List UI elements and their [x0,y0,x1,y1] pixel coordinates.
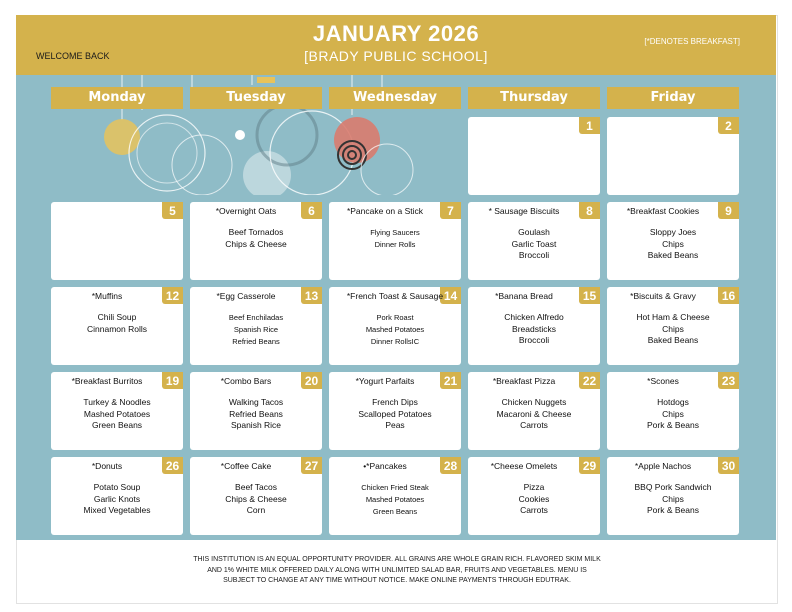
menu-item: Pork & Beans [647,420,699,430]
lunch-items [190,482,322,517]
menu-item: Beef Tornados [228,227,284,237]
date-number: 5 [162,202,183,219]
lunch-items [607,227,739,262]
menu-item: Chips [662,323,684,334]
day-cell-13 [190,287,322,365]
date-number: 27 [301,457,322,474]
menu-item: Flying Saucers [370,228,420,237]
menu-item: Mashed Potatoes [365,495,425,504]
menu-item: Green Beans [91,420,143,430]
day-cell-16 [607,287,739,365]
menu-item: Sloppy Joes [649,227,697,237]
menu-item: Garlic Toast [511,238,557,249]
menu-item: Chips [662,238,684,249]
menu-item: Pizza [523,482,545,492]
breakfast-item: * Sausage Biscuits [488,206,560,216]
page-title: JANUARY 2026 [312,21,480,46]
day-cell-23 [607,372,739,450]
menu-item: Scalloped Potatoes [358,408,432,419]
day-header-tuesday: Tuesday [190,87,322,109]
footer-line: THIS INSTITUTION IS AN EQUAL OPPORTUNITY PROVIDER. ALL GRAINS ARE WHOLE GRAIN RICH. FLAVORED SKIM MILK [193,556,601,563]
date-number: 1 [579,117,600,134]
lunch-items [51,482,183,517]
breakfast-item: *Donuts [91,461,123,471]
breakfast-item: *Yogurt Parfaits [355,376,415,386]
breakfast-item: *Combo Bars [220,376,272,386]
lunch-items [190,227,322,250]
day-cell-8 [468,202,600,280]
day-cell-19 [51,372,183,450]
day-cell-20 [190,372,322,450]
menu-item: Peas [385,420,405,430]
menu-item: Broccoli [518,335,550,345]
day-header-friday: Friday [607,87,739,109]
menu-item: Green Beans [372,507,418,516]
menu-item: Baked Beans [647,250,699,260]
lunch-items [190,312,322,348]
date-number: 7 [440,202,461,219]
menu-item: BBQ Pork Sandwich [634,482,712,492]
lunch-items [51,312,183,335]
day-cell-12 [51,287,183,365]
day-cell-1 [468,117,600,195]
menu-item: Turkey & Noodles [83,397,151,407]
breakfast-item: •*Pancakes [363,461,407,471]
day-cell-21 [329,372,461,450]
menu-item: Cookies [518,493,550,504]
date-number: 14 [440,287,461,304]
day-cell-22 [468,372,600,450]
menu-item: Macaroni & Cheese [496,408,572,419]
menu-item: Pork & Beans [647,505,699,515]
menu-item: Chips & Cheese [225,238,287,249]
date-number: 20 [301,372,322,389]
date-number: 8 [579,202,600,219]
breakfast-item: *Scones [647,376,679,386]
menu-item: Chicken Alfredo [504,312,564,322]
breakfast-item: *Banana Bread [495,291,553,301]
menu-item: Hotdogs [657,397,689,407]
breakfast-item: *French Toast & Sausage [346,291,444,301]
menu-item: Chips [662,408,684,419]
lunch-items [607,312,739,347]
date-number: 15 [579,287,600,304]
school-name: [BRADY PUBLIC SCHOOL] [304,48,488,64]
breakfast-item: *Egg Casserole [216,291,276,301]
menu-item: Beef Enchiladas [228,313,284,322]
lunch-items [468,482,600,517]
menu-item: Mixed Vegetables [83,505,151,515]
breakfast-note: [*DENOTES BREAKFAST] [644,37,740,46]
lunch-items [468,227,600,262]
day-cell-5 [51,202,183,280]
breakfast-item: *Breakfast Pizza [492,376,556,386]
lunch-items [190,397,322,432]
day-cell-30 [607,457,739,535]
menu-item: Corn [246,505,266,515]
day-cell-2 [607,117,739,195]
date-number: 16 [718,287,739,304]
footer-line: AND 1% WHITE MILK OFFERED DAILY ALONG WITH UNLIMITED SALAD BAR, FRUITS AND VEGETABLES. MENU IS [207,566,587,574]
day-cell-6 [190,202,322,280]
menu-item: Cinnamon Rolls [87,323,147,334]
menu-item: Chips & Cheese [225,493,287,504]
menu-item: Spanish Rice [230,420,282,430]
welcome-text: WELCOME BACK [36,51,110,61]
date-number: 9 [718,202,739,219]
day-cell-29 [468,457,600,535]
lunch-items [468,397,600,432]
lunch-items [51,397,183,432]
date-number: 26 [162,457,183,474]
menu-item: Pork Roast [376,313,414,322]
day-cell-9 [607,202,739,280]
menu-item: Chips [662,493,684,504]
breakfast-item: *Breakfast Cookies [626,206,700,216]
menu-item: French Dips [372,397,418,407]
breakfast-item: *Overnight Oats [215,206,277,216]
date-number: 12 [162,287,183,304]
menu-item: Mashed Potatoes [365,325,425,334]
day-cell-28 [329,457,461,535]
day-cell-14 [329,287,461,365]
day-header-thursday: Thursday [468,87,600,109]
breakfast-item: *Breakfast Burritos [71,376,143,386]
date-number: 28 [440,457,461,474]
menu-item: Walking Tacos [228,397,284,407]
menu-item: Hot Ham & Cheese [636,312,710,322]
menu-item: Potato Soup [93,482,141,492]
footer-line: SUBJECT TO CHANGE AT ANY TIME WITHOUT NOTICE. MAKE ONLINE PAYMENTS THROUGH EDUTRAK. [223,577,571,584]
menu-item: Chili Soup [97,312,137,322]
day-cell-27 [190,457,322,535]
date-number: 19 [162,372,183,389]
breakfast-item: *Biscuits & Gravy [630,291,696,301]
date-number: 13 [301,287,322,304]
lunch-items [329,312,461,348]
lunch-items [468,312,600,347]
lunch-items [329,227,461,251]
date-number: 6 [301,202,322,219]
date-number: 23 [718,372,739,389]
menu-item: Goulash [518,227,550,237]
date-number: 21 [440,372,461,389]
lunch-items [329,482,461,518]
menu-item: Carrots [520,505,548,515]
menu-item: Baked Beans [647,335,699,345]
day-cell-15 [468,287,600,365]
header-banner [16,15,776,75]
lunch-items [329,397,461,432]
breakfast-item: *Muffins [91,291,123,301]
breakfast-item: *Pancake on a Stick [346,206,424,216]
date-number: 2 [718,117,739,134]
lunch-items [607,397,739,432]
day-cell-7 [329,202,461,280]
menu-item: Spanish Rice [233,325,279,334]
footer-disclaimer [150,555,644,587]
menu-item: Dinner Rolls [374,240,416,249]
menu-item: Garlic Knots [93,493,141,504]
menu-item: Beef Tacos [235,482,277,492]
menu-item: Chicken Fried Steak [361,483,429,492]
lunch-items [607,482,739,517]
menu-item: Dinner RollsIC [370,337,420,346]
menu-item: Refried Beans [229,408,283,419]
menu-item: Carrots [520,420,548,430]
menu-item: Breadsticks [512,323,556,334]
breakfast-item: *Apple Nachos [634,461,692,471]
menu-item: Refried Beans [232,337,280,346]
date-number: 22 [579,372,600,389]
date-number: 30 [718,457,739,474]
menu-item: Broccoli [518,250,550,260]
date-number: 29 [579,457,600,474]
breakfast-item: *Coffee Cake [220,461,272,471]
day-header-monday: Monday [51,87,183,109]
day-header-wednesday: Wednesday [329,87,461,109]
breakfast-item: *Cheese Omelets [490,461,558,471]
day-cell-26 [51,457,183,535]
menu-item: Mashed Potatoes [83,408,151,419]
menu-item: Chicken Nuggets [501,397,567,407]
